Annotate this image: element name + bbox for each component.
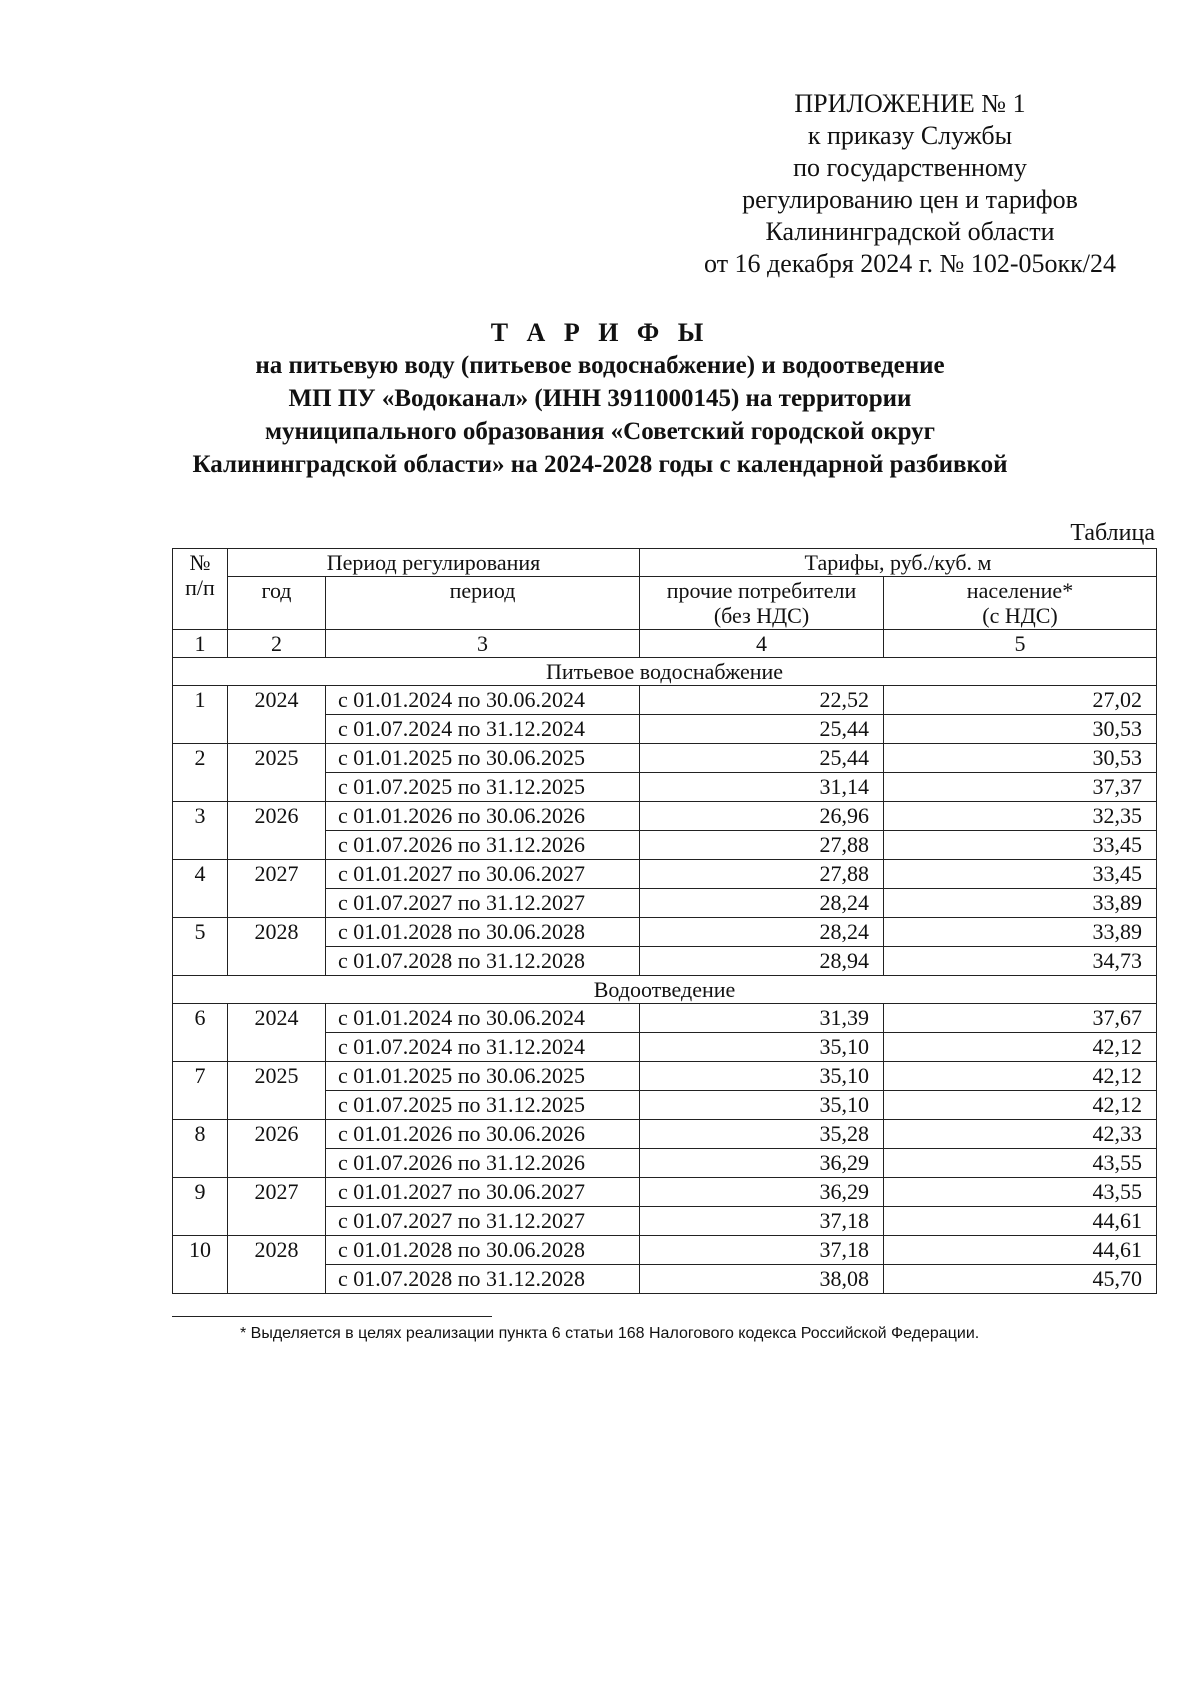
title-line: на питьевую воду (питьевое водоснабжение) и водоотведение [255,352,945,379]
row-period: с 01.01.2024 по 30.06.2024 [326,1004,640,1033]
row-tariff-population: 37,37 [884,773,1157,802]
appendix-line: Калининградской области [765,217,1055,246]
row-year: 2027 [228,1178,326,1236]
table-row [173,1062,1157,1091]
header-population-line1: население* [966,578,1074,603]
row-tariff-population: 33,89 [884,889,1157,918]
row-tariff-population: 33,45 [884,860,1157,889]
header-period-group: Период регулирования [228,549,640,577]
row-year: 2028 [228,918,326,976]
row-period: с 01.07.2024 по 31.12.2024 [326,1033,640,1062]
header-period: период [326,577,640,630]
row-tariff-population: 30,53 [884,715,1157,744]
row-tariff-others: 31,39 [640,1004,884,1033]
document-title [160,316,1040,481]
row-tariff-population: 44,61 [884,1236,1157,1265]
section-row [173,658,1157,686]
row-tariff-population: 34,73 [884,947,1157,976]
row-year: 2026 [228,802,326,860]
row-period: с 01.07.2027 по 31.12.2027 [326,1207,640,1236]
table-row [173,918,1157,947]
row-number: 7 [173,1062,228,1120]
header-num [173,549,228,630]
row-tariff-others: 27,88 [640,860,884,889]
row-tariff-population: 43,55 [884,1149,1157,1178]
row-year: 2024 [228,686,326,744]
header-others-line1: прочие потребители [666,578,857,603]
table-row [173,1004,1157,1033]
table-row [173,744,1157,773]
header-year: год [228,577,326,630]
header-others-line2: (без НДС) [713,603,810,628]
row-tariff-population: 43,55 [884,1178,1157,1207]
section-row [173,976,1157,1004]
row-tariff-population: 32,35 [884,802,1157,831]
row-year: 2028 [228,1236,326,1294]
header-others [640,577,884,630]
row-tariff-others: 35,28 [640,1120,884,1149]
section-title: Водоотведение [173,976,1157,1004]
row-tariff-others: 35,10 [640,1033,884,1062]
table-row [173,686,1157,715]
row-number: 1 [173,686,228,744]
header-num-line2: п/п [185,575,215,600]
column-numbers-row [173,630,1157,658]
row-number: 2 [173,744,228,802]
appendix-line: регулированию цен и тарифов [742,185,1078,214]
row-period: с 01.07.2025 по 31.12.2025 [326,1091,640,1120]
row-period: с 01.01.2027 по 30.06.2027 [326,860,640,889]
row-tariff-others: 36,29 [640,1178,884,1207]
row-tariff-population: 44,61 [884,1207,1157,1236]
footnote-divider [172,1316,492,1317]
row-tariff-population: 27,02 [884,686,1157,715]
row-tariff-population: 33,89 [884,918,1157,947]
row-tariff-others: 28,24 [640,889,884,918]
row-tariff-others: 35,10 [640,1062,884,1091]
row-tariff-others: 22,52 [640,686,884,715]
column-number: 5 [884,630,1157,658]
appendix-line: по государственному [793,153,1027,182]
appendix-line: к приказу Службы [807,121,1013,150]
row-tariff-others: 26,96 [640,802,884,831]
row-period: с 01.07.2024 по 31.12.2024 [326,715,640,744]
row-tariff-population: 42,12 [884,1062,1157,1091]
row-tariff-others: 31,14 [640,773,884,802]
appendix-line: от 16 декабря 2024 г. № 102-05окк/24 [704,249,1116,278]
main-title: Т А Р И Ф Ы [490,318,710,347]
section-title: Питьевое водоснабжение [173,658,1157,686]
row-tariff-others: 38,08 [640,1265,884,1294]
row-year: 2026 [228,1120,326,1178]
table-row [173,1236,1157,1265]
header-population [884,577,1157,630]
row-period: с 01.01.2026 по 30.06.2026 [326,1120,640,1149]
row-period: с 01.07.2026 по 31.12.2026 [326,1149,640,1178]
row-tariff-others: 28,24 [640,918,884,947]
column-number: 2 [228,630,326,658]
row-period: с 01.07.2026 по 31.12.2026 [326,831,640,860]
row-tariff-others: 25,44 [640,744,884,773]
row-tariff-population: 37,67 [884,1004,1157,1033]
row-tariff-others: 25,44 [640,715,884,744]
row-number: 10 [173,1236,228,1294]
header-tariffs-group: Тарифы, руб./куб. м [640,549,1157,577]
table-row [173,860,1157,889]
row-year: 2025 [228,1062,326,1120]
row-period: с 01.07.2028 по 31.12.2028 [326,947,640,976]
row-period: с 01.07.2027 по 31.12.2027 [326,889,640,918]
footnote: * Выделяется в целях реализации пункта 6 статьи 168 Налогового кодекса Российской Федерации. [240,1325,980,1342]
column-number: 4 [640,630,884,658]
row-period: с 01.01.2025 по 30.06.2025 [326,1062,640,1091]
row-tariff-population: 45,70 [884,1265,1157,1294]
title-line: МП ПУ «Водоканал» (ИНН 3911000145) на территории [288,385,912,412]
row-tariff-others: 28,94 [640,947,884,976]
row-period: с 01.01.2025 по 30.06.2025 [326,744,640,773]
table-header [173,549,1157,658]
tariffs-table [172,548,1157,1294]
row-number: 5 [173,918,228,976]
column-number: 3 [326,630,640,658]
table-row [173,802,1157,831]
appendix-line: ПРИЛОЖЕНИЕ № 1 [794,89,1026,118]
row-period: с 01.01.2024 по 30.06.2024 [326,686,640,715]
row-tariff-population: 42,33 [884,1120,1157,1149]
row-period: с 01.01.2026 по 30.06.2026 [326,802,640,831]
row-number: 9 [173,1178,228,1236]
row-tariff-others: 37,18 [640,1207,884,1236]
row-year: 2025 [228,744,326,802]
column-number: 1 [173,630,228,658]
row-period: с 01.01.2028 по 30.06.2028 [326,1236,640,1265]
table-row [173,1178,1157,1207]
row-tariff-population: 42,12 [884,1091,1157,1120]
title-line: муниципального образования «Советский городской округ [264,418,936,445]
row-period: с 01.01.2028 по 30.06.2028 [326,918,640,947]
row-tariff-others: 37,18 [640,1236,884,1265]
row-number: 3 [173,802,228,860]
row-tariff-others: 35,10 [640,1091,884,1120]
row-year: 2024 [228,1004,326,1062]
row-number: 4 [173,860,228,918]
table-caption: Таблица [1070,520,1155,546]
row-period: с 01.07.2025 по 31.12.2025 [326,773,640,802]
header-population-line2: (с НДС) [982,603,1058,628]
row-tariff-population: 30,53 [884,744,1157,773]
row-tariff-others: 27,88 [640,831,884,860]
header-num-line1: № [189,550,211,575]
row-tariff-population: 33,45 [884,831,1157,860]
row-tariff-others: 36,29 [640,1149,884,1178]
row-year: 2027 [228,860,326,918]
row-tariff-population: 42,12 [884,1033,1157,1062]
row-period: с 01.07.2028 по 31.12.2028 [326,1265,640,1294]
row-number: 8 [173,1120,228,1178]
table-row [173,1120,1157,1149]
appendix-header [640,88,1180,280]
title-line: Калининградской области» на 2024-2028 годы с календарной разбивкой [192,451,1008,478]
row-period: с 01.01.2027 по 30.06.2027 [326,1178,640,1207]
table-body [173,658,1157,1294]
row-number: 6 [173,1004,228,1062]
